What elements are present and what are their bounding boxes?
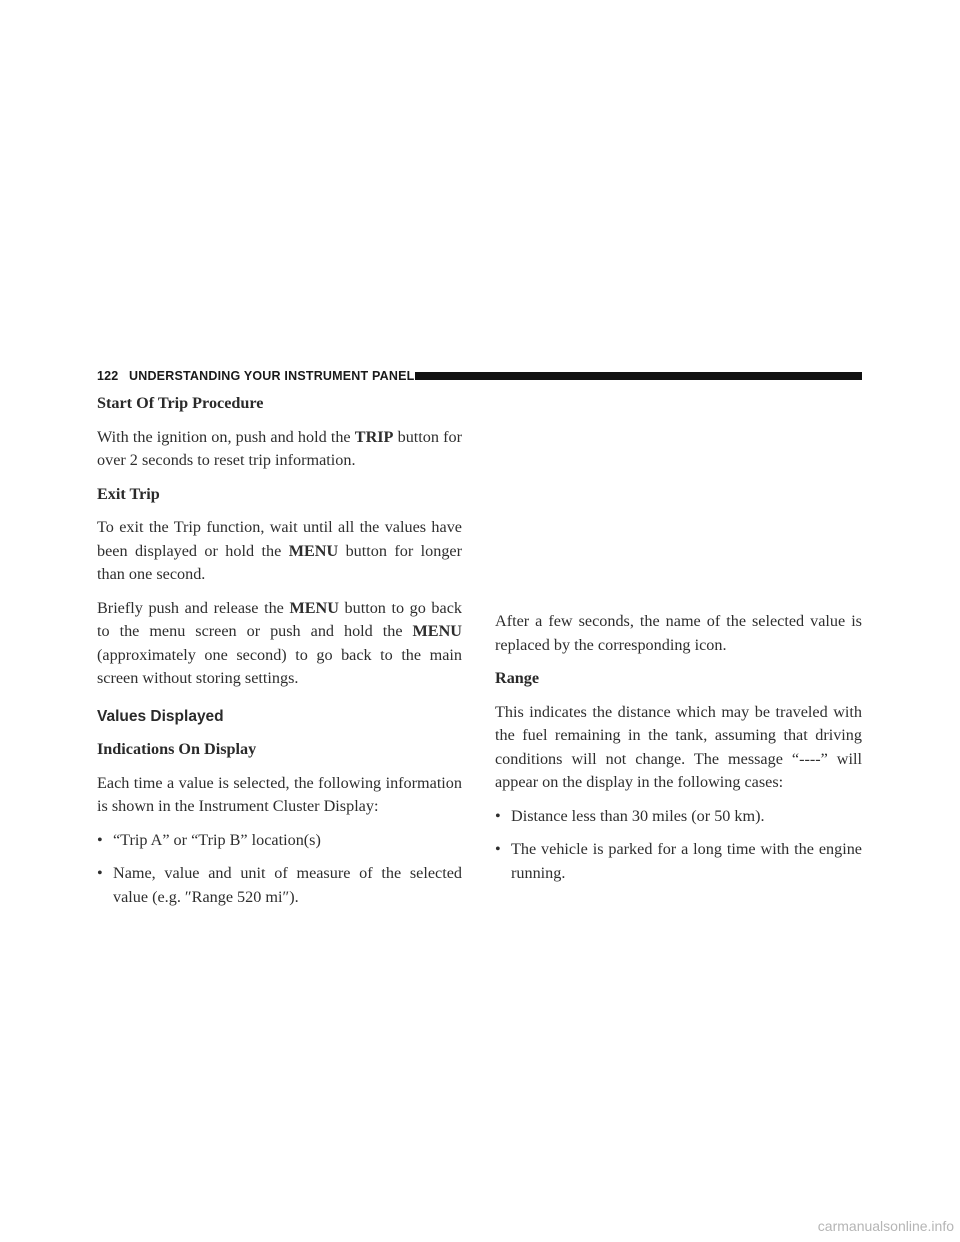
keyword-trip: TRIP (354, 427, 394, 446)
right-column (495, 610, 862, 895)
bullet-glyph: • (97, 864, 103, 882)
bullet-glyph: • (495, 840, 501, 858)
header-rule (415, 372, 862, 380)
list-item: • Name, value and unit of measure of the selected value (e.g. ″Range 520 mi″). (97, 864, 462, 906)
keyword-menu: MENU (412, 622, 462, 640)
list-item: • The vehicle is parked for a long time with the engine running. (495, 840, 862, 882)
heading-range: Range (495, 669, 540, 687)
paragraph-icon-replacement: After a few seconds, the name of the selected value is replaced by the corresponding icon. (495, 612, 862, 654)
paragraph-indications: Each time a value is selected, the following information is shown in the Instrument Cluster Display: (97, 773, 462, 815)
list-item: • Distance less than 30 miles (or 50 km). (495, 805, 862, 829)
page-number: 122 (97, 369, 119, 383)
paragraph-start-of-trip: With the ignition on, push and hold the TRIP button for over 2 seconds to reset trip information. (97, 427, 462, 469)
paragraph-exit-trip: To exit the Trip function, wait until all the values have been displayed or hold the MENU button for longer than one second. (97, 518, 462, 583)
paragraph-menu-navigation: Briefly push and release the MENU button to go back to the menu screen or push and hold the MENU (approximately one second) to go back to the main screen without storing settings. (97, 598, 462, 687)
watermark: carmanualsonline.info (817, 1218, 954, 1234)
heading-indications-on-display: Indications On Display (97, 740, 257, 758)
range-cases-list (495, 805, 862, 886)
list-item: • “Trip A” or “Trip B” location(s) (97, 829, 462, 853)
heading-values-displayed: Values Displayed (97, 707, 224, 725)
page-header (97, 369, 862, 385)
bullet-glyph: • (97, 830, 103, 849)
heading-exit-trip: Exit Trip (97, 484, 160, 503)
paragraph-range: This indicates the distance which may be traveled with the fuel remaining in the tank, assuming that driving conditions will not change. The message “----” will appear on the display in the following cases: (495, 702, 862, 791)
left-column (97, 392, 462, 919)
heading-start-of-trip: Start Of Trip Procedure (97, 394, 264, 412)
section-title: UNDERSTANDING YOUR INSTRUMENT PANEL (129, 369, 415, 383)
bullet-glyph: • (495, 806, 501, 825)
indications-list (97, 829, 462, 910)
keyword-menu: MENU (289, 598, 339, 617)
keyword-menu: MENU (288, 541, 339, 560)
